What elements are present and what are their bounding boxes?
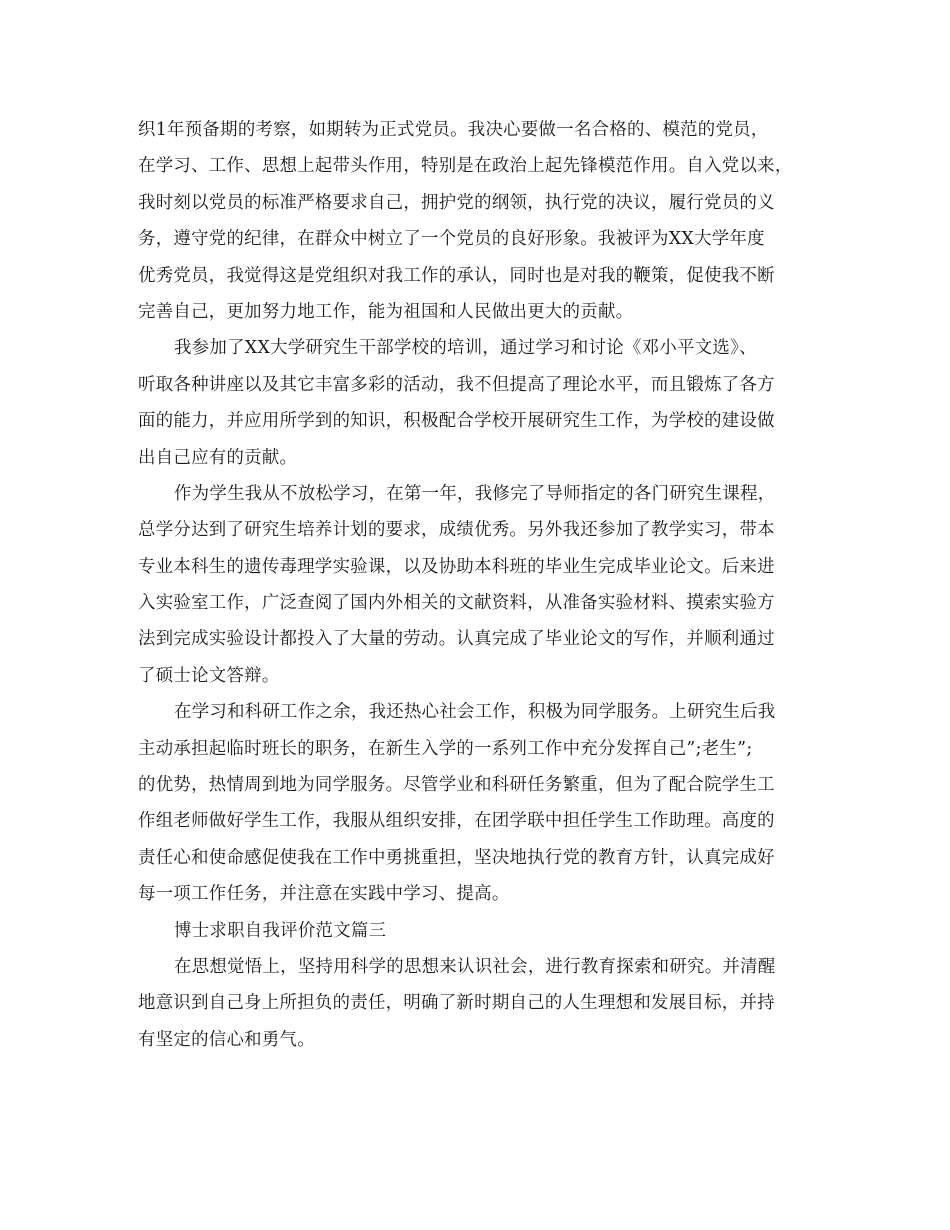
text-line: 作为学生我从不放松学习，在第一年，我修完了导师指定的各门研究生课程， <box>174 483 776 504</box>
text-line: 完善自己，更加努力地工作，能为祖国和人民做出更大的贡献。 <box>138 301 634 322</box>
text-line: 主动承担起临时班长的职务，在新生入学的一系列工作中充分发挥自己”;老生”; <box>138 738 753 759</box>
text-line: 博士求职自我评价范文篇三 <box>174 920 387 941</box>
text-line: 了硕士论文答辩。 <box>138 665 280 686</box>
text-line: 专业本科生的遗传毒理学实验课，以及协助本科班的毕业生完成毕业论文。后来进 <box>138 556 775 577</box>
text-line: 法到完成实验设计都投入了大量的劳动。认真完成了毕业论文的写作，并顺利通过 <box>138 629 775 650</box>
text-line: 总学分达到了研究生培养计划的要求，成绩优秀。另外我还参加了教学实习，带本 <box>138 520 775 541</box>
text-line: 每一项工作任务，并注意在实践中学习、提高。 <box>138 884 510 905</box>
text-line: 在学习、工作、思想上起带头作用，特别是在政治上起先锋模范作用。自入党以来， <box>138 156 793 177</box>
text-line: 有坚定的信心和勇气。 <box>138 1029 315 1050</box>
text-line: 务，遵守党的纪律，在群众中树立了一个党员的良好形象。我被评为XX大学年度 <box>138 229 765 250</box>
text-line: 出自己应有的贡献。 <box>138 447 298 468</box>
text-line: 地意识到自己身上所担负的责任，明确了新时期自己的人生理想和发展目标，并持 <box>138 993 775 1014</box>
text-line: 的优势，热情周到地为同学服务。尽管学业和科研任务繁重，但为了配合院学生工 <box>138 775 775 796</box>
text-line: 在学习和科研工作之余，我还热心社会工作，积极为同学服务。上研究生后我 <box>174 702 776 723</box>
text-line: 责任心和使命感促使我在工作中勇挑重担，坚决地执行党的教育方针，认真完成好 <box>138 847 775 868</box>
text-line: 面的能力，并应用所学到的知识，积极配合学校开展研究生工作，为学校的建设做 <box>138 411 775 432</box>
text-line: 我时刻以党员的标准严格要求自己，拥护党的纲领，执行党的决议，履行党员的义 <box>138 192 775 213</box>
text-line: 我参加了XX大学研究生干部学校的培训，通过学习和讨论《邓小平文选》、 <box>174 338 757 359</box>
text-line: 听取各种讲座以及其它丰富多彩的活动，我不但提高了理论水平，而且锻炼了各方 <box>138 374 775 395</box>
text-line: 作组老师做好学生工作，我服从组织安排，在团学联中担任学生工作助理。高度的 <box>138 811 775 832</box>
text-line: 在思想觉悟上，坚持用科学的思想来认识社会，进行教育探索和研究。并清醒 <box>174 956 776 977</box>
document-body <box>138 112 828 1058</box>
text-line: 织1年预备期的考察，如期转为正式党员。我决心要做一名合格的、模范的党员， <box>138 120 769 140</box>
text-line: 优秀党员，我觉得这是党组织对我工作的承认，同时也是对我的鞭策，促使我不断 <box>138 265 775 286</box>
text-line: 入实验室工作，广泛查阅了国内外相关的文献资料，从准备实验材料、摸索实验方 <box>138 593 775 614</box>
